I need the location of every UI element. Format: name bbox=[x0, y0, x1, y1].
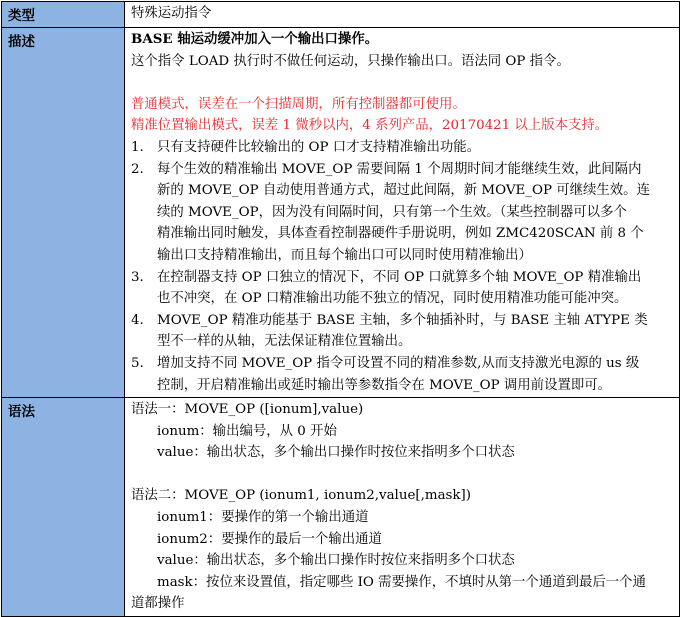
note-number: 3. bbox=[131, 269, 144, 285]
syntax-content bbox=[125, 398, 680, 617]
normal-mode-note: 普通模式，误差在一个扫描周期，所有控制器都可使用。 bbox=[131, 96, 466, 112]
note-item bbox=[131, 137, 674, 159]
syntax-row bbox=[2, 398, 680, 617]
type-text: 特殊运动指令 bbox=[131, 6, 212, 21]
note-item bbox=[131, 159, 674, 267]
syntax-label: 语法 bbox=[2, 398, 125, 617]
description-row bbox=[2, 28, 680, 398]
note-line: 每个生效的精准输出 MOVE_OP 需要间隔 1 个周期时间才能继续生效，此间隔内 bbox=[157, 161, 642, 177]
note-number: 2. bbox=[131, 161, 144, 177]
syntax-param: value：输出状态，多个输出口操作时按位来指明多个口状态 bbox=[157, 553, 515, 569]
syntax-param: value：输出状态，多个输出口操作时按位来指明多个口状态 bbox=[157, 445, 515, 461]
syntax-param: mask：按位来设置值，指定哪些 IO 需要操作，不填时从第一个通道到最后一个通 bbox=[157, 574, 646, 590]
note-item bbox=[131, 310, 674, 353]
syntax-form-1: 语法一：MOVE_OP ([ionum],value) bbox=[131, 402, 364, 418]
note-line: 型不一样的从轴，无法保证精准位置输出。 bbox=[157, 334, 412, 350]
note-item bbox=[131, 267, 674, 310]
note-line: 只有支持硬件比较输出的 OP 口才支持精准输出功能。 bbox=[157, 139, 481, 155]
description-label: 描述 bbox=[2, 28, 125, 398]
note-line: 增加支持不同 MOVE_OP 指令可设置不同的精准参数,从而支持激光电源的 us 级 bbox=[157, 355, 640, 371]
syntax-param: ionum1：要操作的第一个输出通道 bbox=[157, 510, 369, 526]
syntax-param: ionum2：要操作的最后一个输出通道 bbox=[157, 531, 382, 547]
description-title: BASE 轴运动缓冲加入一个输出口操作。 bbox=[131, 31, 379, 47]
syntax-param-wrap: 道都操作 bbox=[131, 596, 185, 612]
type-row bbox=[2, 2, 680, 28]
note-line: MOVE_OP 精准功能基于 BASE 主轴，多个轴插补时，与 BASE 主轴 ATYPE 类 bbox=[157, 312, 648, 328]
description-content bbox=[125, 28, 680, 398]
type-value bbox=[125, 2, 680, 28]
notes-list bbox=[131, 137, 674, 396]
syntax-param: ionum：输出编号，从 0 开始 bbox=[157, 423, 337, 439]
note-number: 1. bbox=[131, 139, 144, 155]
spacer bbox=[131, 464, 674, 486]
precise-mode-note: 精准位置输出模式，误差 1 微秒以内，4 系列产品，20170421 以上版本支持。 bbox=[131, 118, 609, 134]
description-line: 这个指令 LOAD 执行时不做任何运动，只操作输出口。语法同 OP 指令。 bbox=[131, 53, 570, 69]
note-number: 4. bbox=[131, 312, 144, 328]
note-line: 输出口支持精准输出，而且每个输出口可以同时使用精准输出） bbox=[157, 247, 532, 263]
instruction-spec-table bbox=[1, 1, 680, 617]
note-line: 控制，开启精准输出或延时输出等参数指令在 MOVE_OP 调用前设置即可。 bbox=[157, 377, 612, 393]
type-label: 类型 bbox=[2, 2, 125, 28]
note-number: 5. bbox=[131, 355, 144, 371]
note-line: 也不冲突，在 OP 口精准输出功能不独立的情况，同时使用精准功能可能冲突。 bbox=[157, 291, 628, 307]
syntax-form-2: 语法二：MOVE_OP (ionum1, ionum2,value[,mask]) bbox=[131, 488, 471, 504]
note-line: 在控制器支持 OP 口独立的情况下，不同 OP 口就算多个轴 MOVE_OP 精准输出 bbox=[157, 269, 642, 285]
note-line: 新的 MOVE_OP 自动使用普通方式，超过此间隔，新 MOVE_OP 可继续生效。连 bbox=[157, 183, 650, 199]
note-line: 精准输出同时触发，具体查看控制器硬件手册说明，例如 ZMC420SCAN 前 8 个 bbox=[157, 226, 644, 242]
spacer bbox=[131, 72, 674, 94]
note-item bbox=[131, 353, 674, 396]
note-line: 续的 MOVE_OP，因为没有间隔时间，只有第一个生效。（某些控制器可以多个 bbox=[157, 204, 627, 220]
